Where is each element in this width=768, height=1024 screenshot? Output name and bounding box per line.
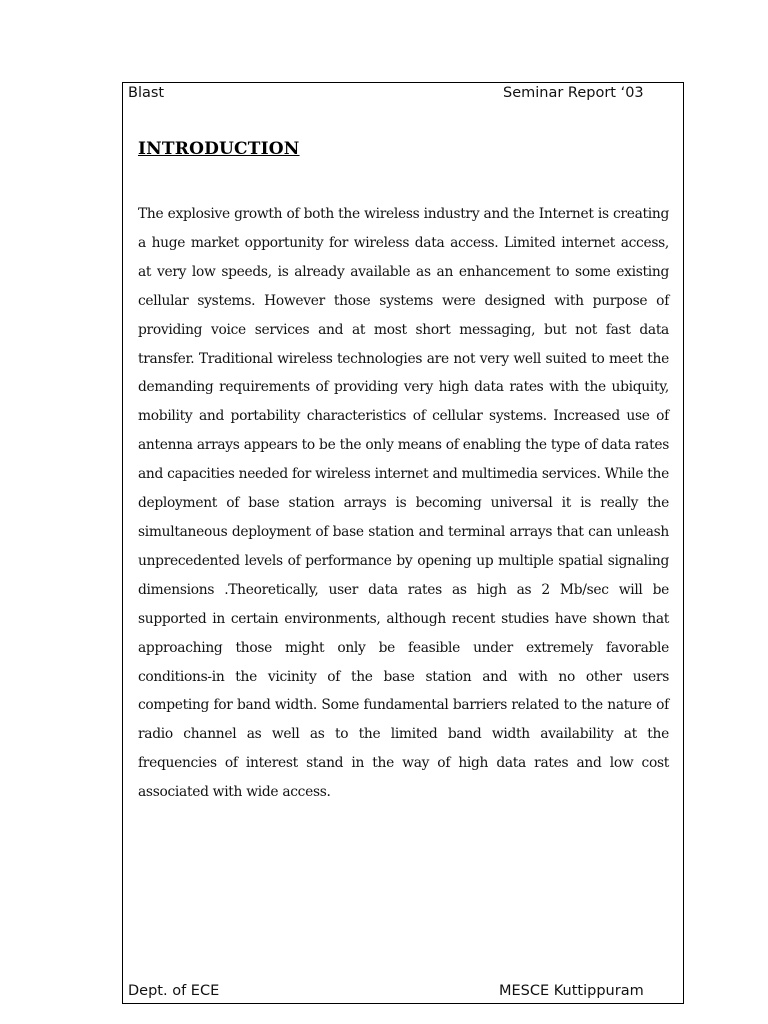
page-border	[122, 82, 684, 1004]
header-left-title: Blast	[128, 85, 165, 101]
footer-left-text: Dept. of ECE	[128, 983, 220, 999]
footer-right-text: MESCE Kuttippuram	[499, 983, 644, 999]
body-paragraph: The explosive growth of both the wireless industry and the Internet is creating a huge market opportunity for wireless data access. Limited internet access, at very low speeds, is already available as an enhancement to some existing cellular systems. However those systems were designed with purpose of providing voice services and at most short messaging, but not fast data transfer. Traditional wireless technologies are not very well suited to meet the demanding requirements of providing very high data rates with the ubiquity, mobility and portability characteristics of cellular systems. Increased use of antenna arrays appears to be the only means of enabling the type of data rates and capacities needed for wireless internet and multimedia services. While the deployment of base station arrays is becoming universal it is really the simultaneous deployment of base station and terminal arrays that can unleash unprecedented levels of performance by opening up multiple spatial signaling dimensions .Theoretically, user data rates as high as 2 Mb/sec will be supported in certain environments, although recent studies have shown that approaching those might only be feasible under extremely favorable conditions-in the vicinity of the base station and with no other users competing for band width. Some fundamental barriers related to the nature of radio channel as well as to the limited band width availability at the frequencies of interest stand in the way of high data rates and low cost associated with wide access.	[138, 206, 669, 801]
header-right-title: Seminar Report ‘03	[503, 85, 644, 101]
section-heading: INTRODUCTION	[138, 139, 300, 159]
